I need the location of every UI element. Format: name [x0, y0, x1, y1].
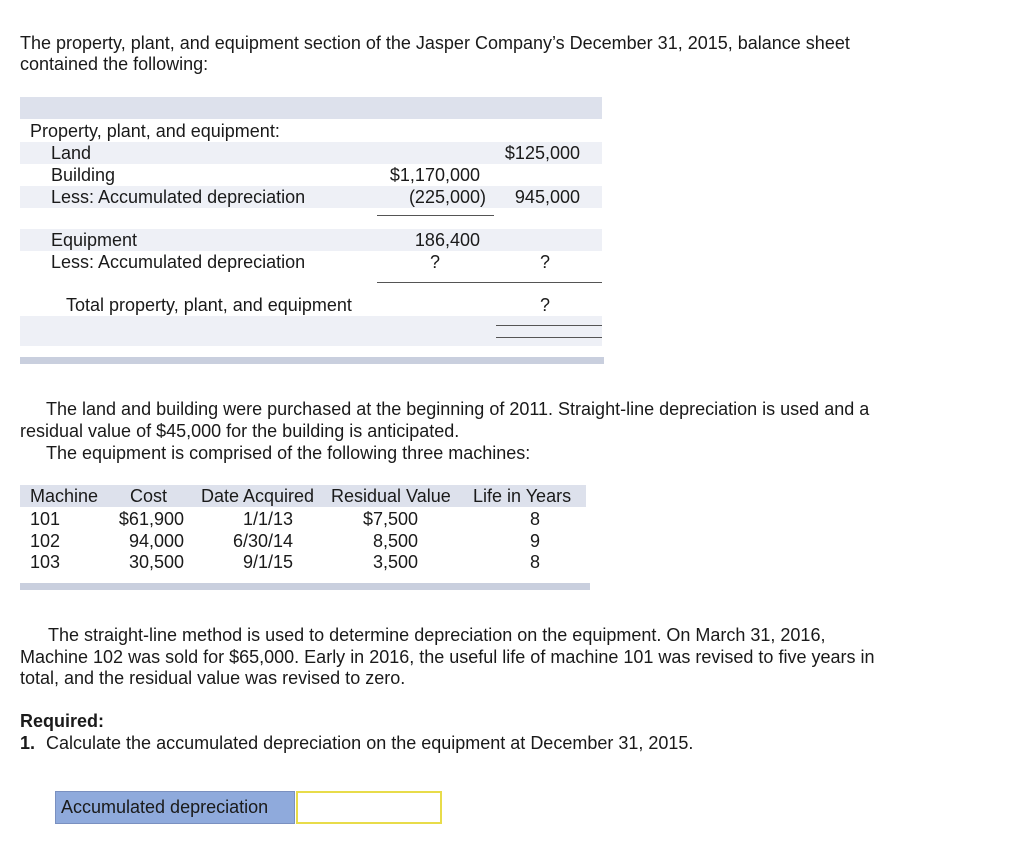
table-row-cost: $61,900 [118, 509, 184, 529]
land-label: Land [51, 143, 92, 163]
total-ppe-value: ? [539, 295, 550, 315]
table-row-residual: 8,500 [372, 531, 418, 551]
para2-line-1: The land and building were purchased at the beginning of 2011. Straight-line depreciation is used and a [46, 399, 870, 419]
required-number: 1. [20, 733, 36, 753]
building-value: $1,170,000 [389, 165, 480, 185]
accumulated-depreciation-label: Accumulated depreciation [55, 791, 295, 824]
table-row-life: 9 [529, 531, 540, 551]
table-row-machine: 101 [30, 509, 61, 529]
intro-line-2: contained the following: [20, 54, 209, 74]
col-header-cost: Cost [130, 486, 168, 506]
table-row-cost: 94,000 [128, 531, 184, 551]
required-text: Calculate the accumulated depreciation on the equipment at December 31, 2015. [46, 733, 694, 753]
col-header-machine: Machine [30, 486, 99, 506]
required-title: Required: [20, 711, 105, 731]
para3-line-3: total, and the residual value was revised to zero. [20, 668, 406, 688]
table-row-life: 8 [529, 509, 540, 529]
ppe-footer-band [20, 357, 604, 364]
equipment-label: Equipment [51, 230, 138, 250]
table-row-life: 8 [529, 552, 540, 572]
col-header-date: Date Acquired [201, 486, 315, 506]
equipment-accum-value: ? [429, 252, 440, 272]
equipment-accum-label: Less: Accumulated depreciation [51, 252, 306, 272]
accumulated-depreciation-input[interactable] [296, 791, 442, 824]
intro-line-1: The property, plant, and equipment section of the Jasper Company’s December 31, 2015, balance sheet [20, 33, 850, 53]
total-ppe-label: Total property, plant, and equipment [66, 295, 352, 315]
building-accum-label: Less: Accumulated depreciation [51, 187, 306, 207]
table-row-date: 9/1/15 [242, 552, 293, 572]
table-row-residual: 3,500 [372, 552, 418, 572]
building-label: Building [51, 165, 116, 185]
building-net-value: 945,000 [514, 187, 580, 207]
para2-line-3: The equipment is comprised of the following three machines: [46, 443, 531, 463]
table-row-machine: 103 [30, 552, 61, 572]
equipment-value: 186,400 [414, 230, 480, 250]
equipment-net-value: ? [539, 252, 550, 272]
building-accum-value: (225,000) [408, 187, 486, 207]
table-row-residual: $7,500 [362, 509, 418, 529]
machines-footer-band [20, 583, 590, 590]
para2-line-2: residual value of $45,000 for the building is anticipated. [20, 421, 460, 441]
col-header-life: Life in Years [473, 486, 572, 506]
table-row-cost: 30,500 [128, 552, 184, 572]
col-header-residual: Residual Value [331, 486, 451, 506]
ppe-header-band [20, 97, 602, 119]
ppe-heading: Property, plant, and equipment: [30, 121, 280, 141]
table-row-date: 6/30/14 [232, 531, 293, 551]
para3-line-2: Machine 102 was sold for $65,000. Early in 2016, the useful life of machine 101 was revised to five years in [20, 647, 875, 667]
table-row-date: 1/1/13 [242, 509, 293, 529]
para3-line-1: The straight-line method is used to determine depreciation on the equipment. On March 31, 2016, [48, 625, 826, 645]
land-value: $125,000 [504, 143, 580, 163]
table-row-machine: 102 [30, 531, 61, 551]
